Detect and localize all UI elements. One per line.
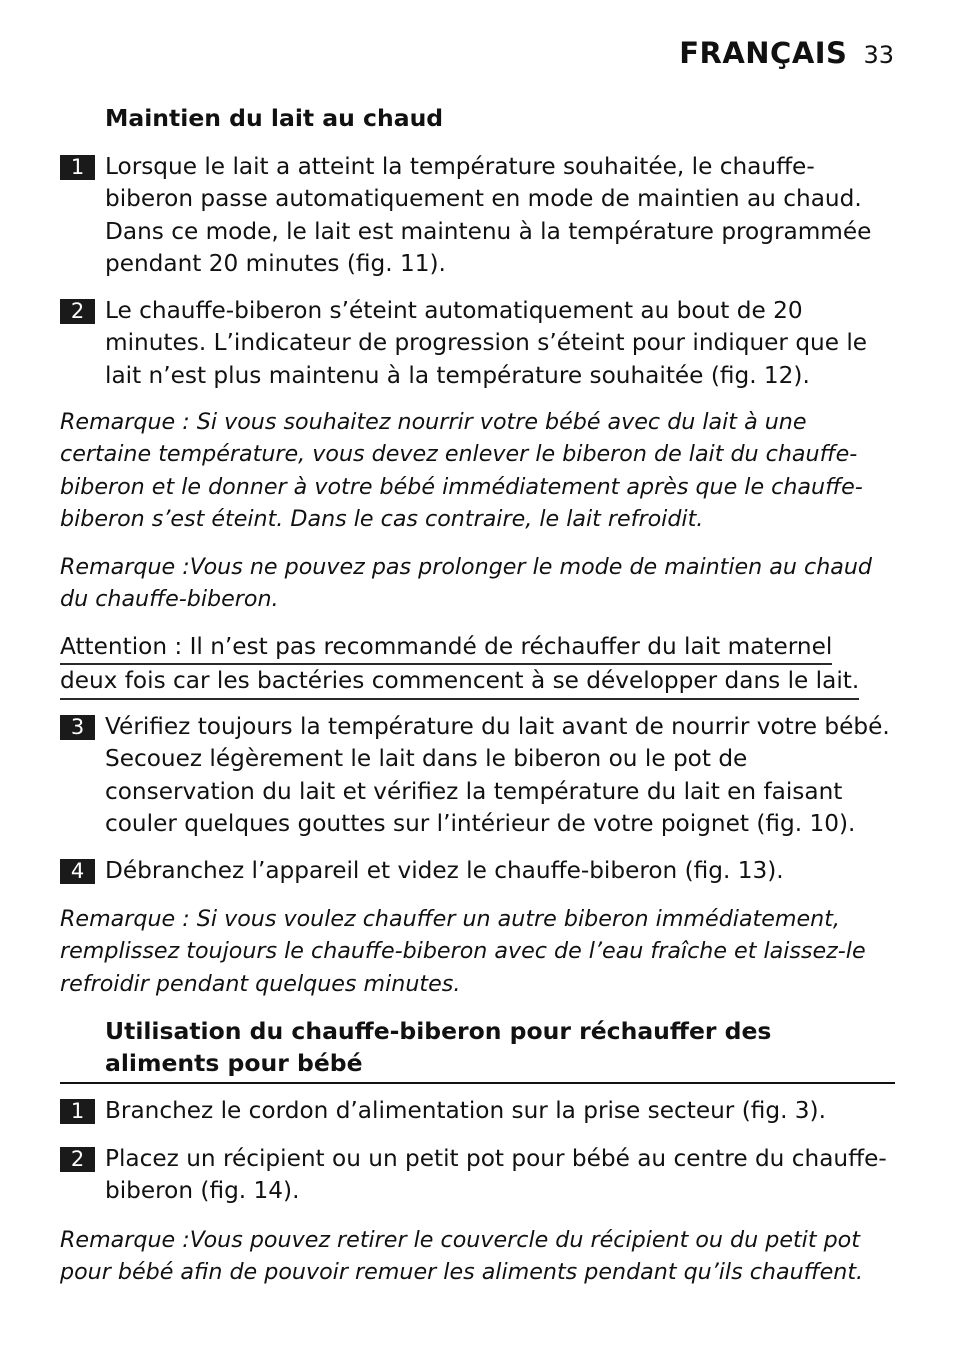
note-remark: Remarque :Vous ne pouvez pas prolonger le mode de maintien au chaud du chauffe-biberon. [60,554,873,613]
step-text: Lorsque le lait a atteint la température souhaitée, le chauffe-biberon passe automatiquement en mode de maintien au chaud. Dans ce mode, le lait est maintenu à la température programmée pendant 20 minutes (fig. 11). [105,153,872,277]
note-remark: Remarque : Si vous voulez chauffer un autre biberon immédiatement, remplissez toujours le chauffe-biberon avec de l’eau fraîche et laissez-le refroidir pendant quelques minutes. [60,906,866,997]
step-number-badge: 4 [60,859,95,884]
page-number: 33 [863,41,894,69]
note-remark: Remarque :Vous pouvez retirer le couvercle du récipient ou du petit pot pour bébé afin de pouvoir remuer les aliments pendant qu’ils chauffent. [60,1227,864,1286]
step-item [60,295,894,392]
language-label: FRANÇAIS [679,36,848,70]
step-item [60,855,894,887]
step-text: Placez un récipient ou un petit pot pour bébé au centre du chauffe-biberon (fig. 14). [105,1145,887,1205]
page-header [679,36,894,70]
attention-warning [60,631,859,700]
step-text: Débranchez l’appareil et videz le chauffe-biberon (fig. 13). [105,857,784,884]
attention-line: deux fois car les bactéries commencent à se développer dans le lait. [60,665,859,699]
section-heading-keep-warm: Maintien du lait au chaud [105,104,444,132]
step-text: Branchez le cordon d’alimentation sur la prise secteur (fig. 3). [105,1097,826,1124]
step-item [60,151,894,280]
step-text: Vérifiez toujours la température du lait avant de nourrir votre bébé. Secouez légèrement le lait dans le biberon ou le pot de conservation du lait et vérifiez la température du lait en faisant couler quelques gouttes sur l’intérieur de votre poignet (fig. 10). [105,713,890,837]
step-item [60,1143,894,1208]
step-number-badge: 2 [60,1147,95,1172]
step-number-badge: 1 [60,1099,95,1124]
step-number-badge: 2 [60,299,95,324]
attention-line: Attention : Il n’est pas recommandé de réchauffer du lait maternel [60,631,832,665]
step-number-badge: 1 [60,155,95,180]
step-text: Le chauffe-biberon s’éteint automatiquement au bout de 20 minutes. L’indicateur de progression s’éteint pour indiquer que le lait n’est plus maintenu à la température souhaitée (fig. 12). [105,297,868,389]
step-item [60,1095,894,1127]
note-remark: Remarque : Si vous souhaitez nourrir votre bébé avec du lait à une certaine température, vous devez enlever le biberon de lait du chauffe-biberon et le donner à votre bébé immédiatement après que le chauffe-biberon s’est éteint. Dans le cas contraire, le lait refroidit. [60,409,863,532]
section-heading-baby-food: Utilisation du chauffe-biberon pour réchauffer des aliments pour bébé [105,1017,772,1077]
step-item [60,711,894,840]
step-number-badge: 3 [60,715,95,740]
section-divider [60,1082,895,1084]
